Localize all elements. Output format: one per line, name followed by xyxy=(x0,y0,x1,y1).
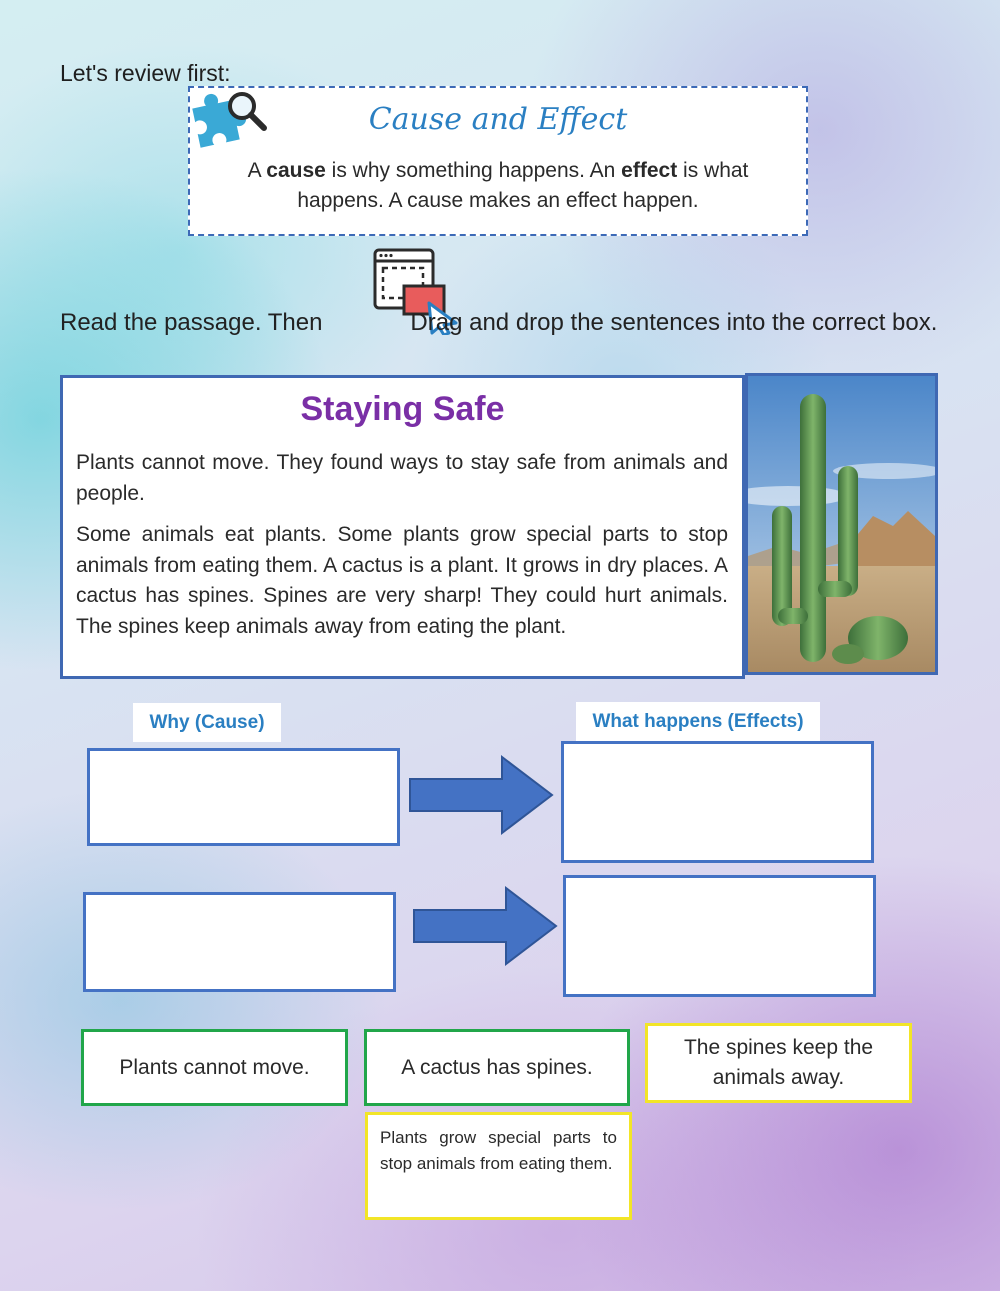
drag-card-spines-keep-animals-away[interactable]: The spines keep the animals away. xyxy=(645,1023,912,1103)
right-arrow-icon xyxy=(408,755,554,835)
passage-title: Staying Safe xyxy=(300,390,505,428)
drag-card-cactus-has-spines[interactable]: A cactus has spines. xyxy=(364,1029,630,1106)
intro-text: Let's review first: xyxy=(60,60,231,86)
cause-column-label: Why (Cause) xyxy=(133,703,281,742)
effect-drop-zone-1[interactable] xyxy=(561,741,874,863)
effect-term: effect xyxy=(621,159,678,182)
instructions: Read the passage. Then Drag and drop the sentences into the correct box. xyxy=(60,309,938,336)
puzzle-search-icon xyxy=(190,84,272,156)
passage-body xyxy=(76,448,728,653)
passage-box xyxy=(60,375,745,679)
cause-drop-zone-1[interactable] xyxy=(87,748,400,846)
cactus-photo xyxy=(745,373,938,675)
effect-column-label: What happens (Effects) xyxy=(576,702,820,741)
right-arrow-icon xyxy=(412,886,558,966)
effect-drop-zone-2[interactable] xyxy=(563,875,876,997)
drag-card-plants-grow-special-parts[interactable]: Plants grow special parts to stop animals from eating them. xyxy=(365,1112,632,1220)
review-box xyxy=(188,86,808,236)
passage-paragraph: Some animals eat plants. Some plants grow special parts to stop animals from eating them. A cactus is a plant. It grows in dry places. A cactus has spines. Spines are very sharp! They could hurt animals. The spines keep animals away from eating the plant. xyxy=(76,523,728,638)
cause-drop-zone-2[interactable] xyxy=(83,892,396,992)
cactus-illustration xyxy=(748,376,935,672)
review-title: Cause and Effect xyxy=(368,102,628,137)
review-definition: A cause is why something happens. An effect is what happens. A cause makes an effect happen. xyxy=(247,159,749,212)
passage-paragraph: Plants cannot move. They found ways to stay safe from animals and people. xyxy=(76,451,728,505)
drag-card-plants-cannot-move[interactable]: Plants cannot move. xyxy=(81,1029,348,1106)
cause-term: cause xyxy=(266,159,326,182)
